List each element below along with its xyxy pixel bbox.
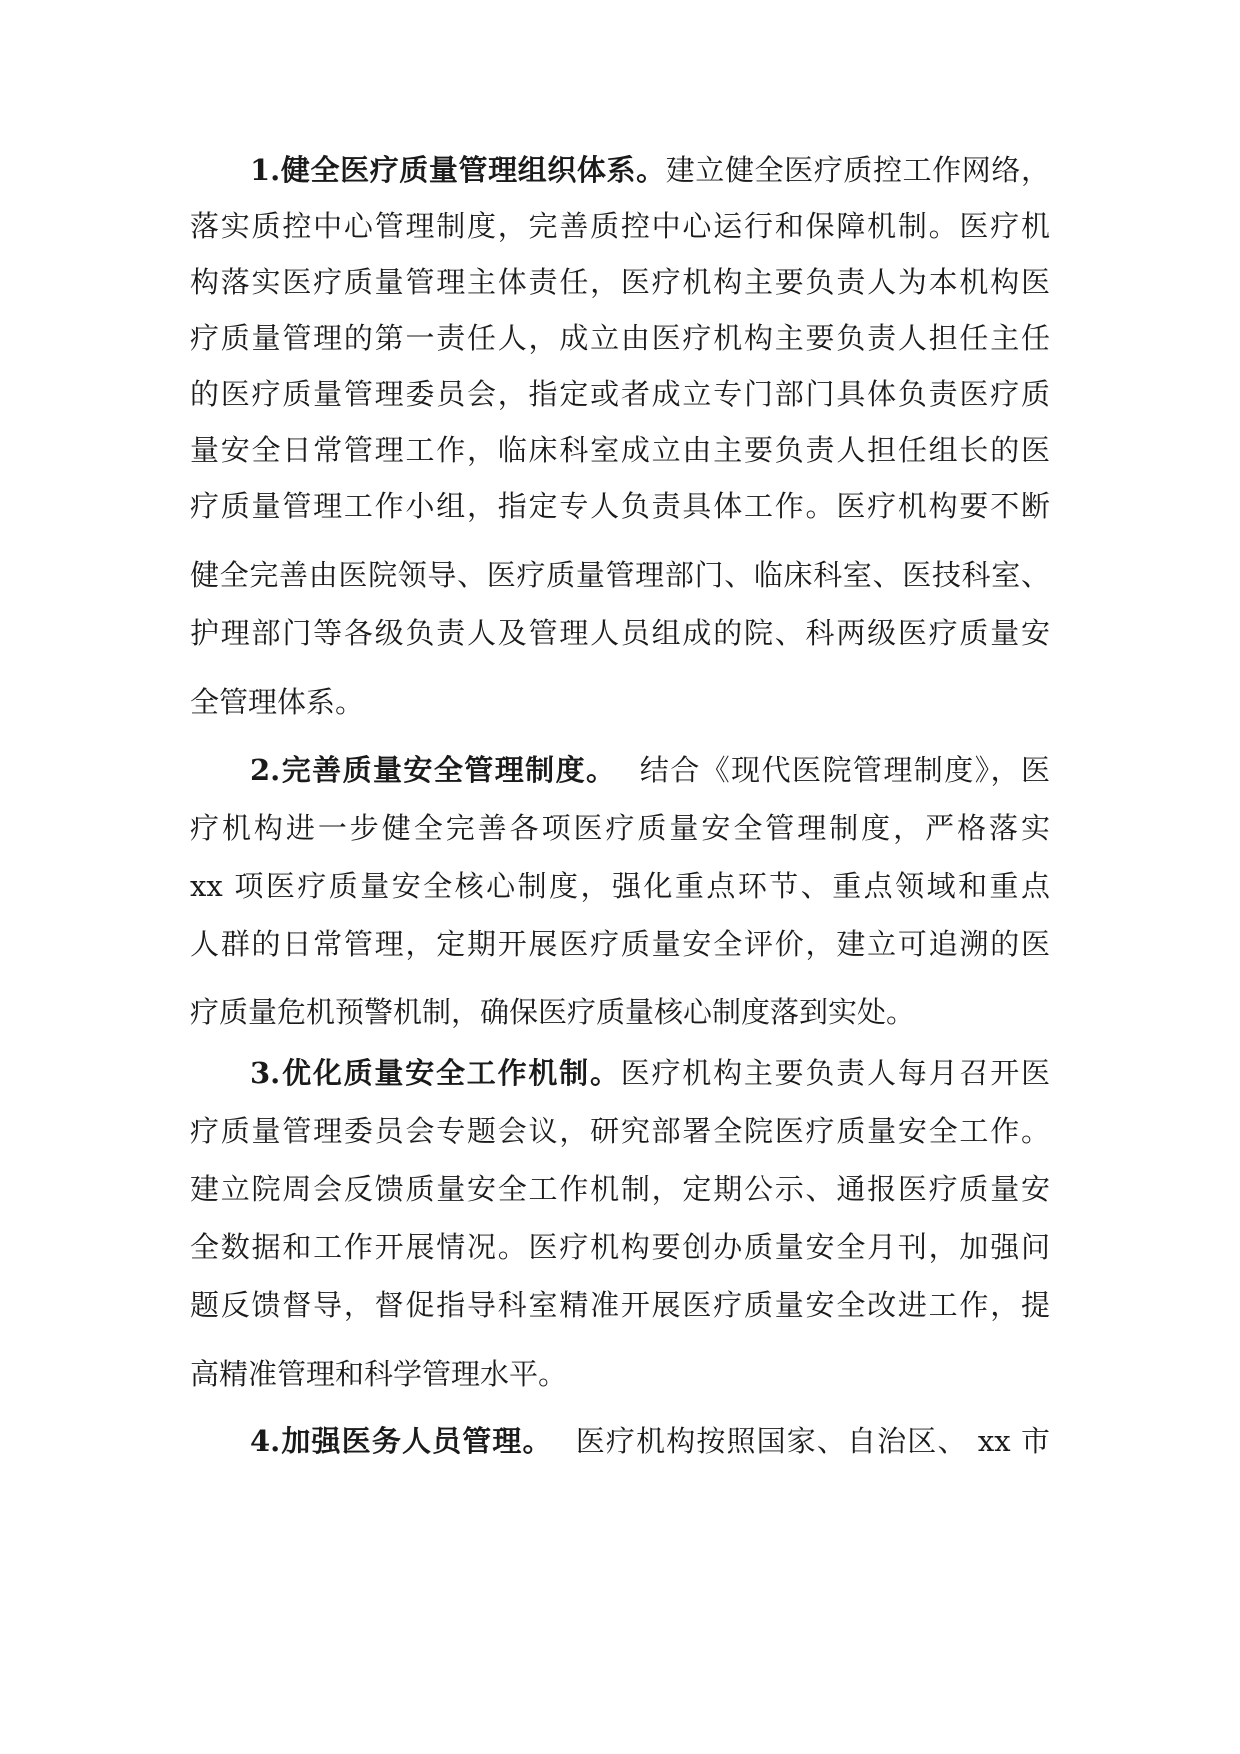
section-3-heading: 3.优化质量安全工作机制。 xyxy=(250,1056,621,1090)
section-1-first-line xyxy=(250,150,1050,190)
section-3-line-4: 全数据和工作开展情况。医疗机构要创办质量安全月刊，加强问 xyxy=(190,1230,1050,1264)
section-3-line-5: 题反馈督导，督促指导科室精准开展医疗质量安全改进工作，提 xyxy=(190,1288,1050,1322)
section-1-line-1: 建立健全医疗质控工作网络， xyxy=(665,153,1050,187)
section-1-line-8: 健全完善由医院领导、医疗质量管理部门、临床科室、医技科室、 xyxy=(190,558,1050,592)
section-1-line-2: 落实质控中心管理制度，完善质控中心运行和保障机制。医疗机 xyxy=(190,209,1050,243)
section-1-line-3: 构落实医疗质量管理主体责任，医疗机构主要负责人为本机构医 xyxy=(190,265,1050,299)
section-4-line-1: 医疗机构按照国家、自治区、 xx 市 xyxy=(574,1424,1050,1458)
section-1-line-5: 的医疗质量管理委员会，指定或者成立专门部门具体负责医疗质 xyxy=(190,377,1050,411)
section-3-line-6: 高精准管理和科学管理水平。 xyxy=(190,1357,568,1391)
section-3-line-1: 医疗机构主要负责人每月召开医 xyxy=(620,1056,1050,1090)
section-2-line-1: 结合《现代医院管理制度》，医 xyxy=(638,753,1050,787)
section-2-line-3: xx 项医疗质量安全核心制度，强化重点环节、重点领域和重点 xyxy=(190,869,1050,903)
section-2-line-5: 疗质量危机预警机制，确保医疗质量核心制度落到实处。 xyxy=(190,995,916,1029)
section-1-line-7: 疗质量管理工作小组，指定专人负责具体工作。医疗机构要不断 xyxy=(190,489,1050,523)
section-3-line-3: 建立院周会反馈质量安全工作机制，定期公示、通报医疗质量安 xyxy=(190,1172,1050,1206)
section-4-heading: 4.加强医务人员管理。 xyxy=(250,1424,553,1458)
section-1-heading: 1.健全医疗质量管理组织体系。 xyxy=(250,153,666,187)
section-1-line-9: 护理部门等各级负责人及管理人员组成的院、科两级医疗质量安 xyxy=(190,616,1050,650)
section-2-heading: 2.完善质量安全管理制度。 xyxy=(250,753,617,787)
section-1-line-6: 量安全日常管理工作，临床科室成立由主要负责人担任组长的医 xyxy=(190,433,1050,467)
section-2-line-4: 人群的日常管理，定期开展医疗质量安全评价，建立可追溯的医 xyxy=(190,927,1050,961)
section-1-line-4: 疗质量管理的第一责任人，成立由医疗机构主要负责人担任主任 xyxy=(190,321,1050,355)
section-4-first-line xyxy=(250,1421,1050,1461)
section-3-line-2: 疗质量管理委员会专题会议，研究部署全院医疗质量安全工作。 xyxy=(190,1114,1050,1148)
section-2-first-line xyxy=(250,750,1050,790)
section-1-line-10: 全管理体系。 xyxy=(190,685,365,719)
section-2-line-2: 疗机构进一步健全完善各项医疗质量安全管理制度，严格落实 xyxy=(190,811,1050,845)
section-3-first-line xyxy=(250,1053,1050,1093)
